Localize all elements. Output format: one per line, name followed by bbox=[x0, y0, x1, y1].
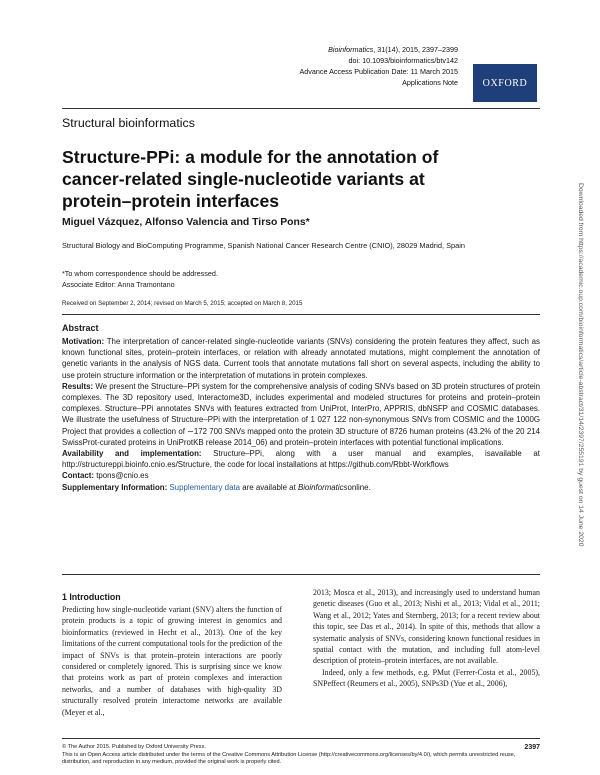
article-type: Applications Note bbox=[402, 78, 458, 87]
motivation-label: Motivation: bbox=[62, 337, 105, 346]
abstract-body bbox=[62, 336, 540, 493]
received-dates: Received on September 2, 2014; revised on March 5, 2015; accepted on March 8, 2015 bbox=[62, 300, 303, 307]
article-title: Structure-PPi: a module for the annotation of cancer-related single-nucleotide variants at protein–protein interfaces bbox=[62, 147, 439, 211]
results-text: We present the Structure–PPi system for the comprehensive analysis of coding SNVs based on 3D protein structures of protein complexes. The 3D repository used, Interactome3D, includes experimental and modeled structures for proteins and protein–protein complexes. Structure–PPi annotates SNVs with features extracted from UniProt, InterPro, APPRIS, dbNSFP and COSMIC databases. We illustrate the usefulness of Structure–PPi with the interpretation of 1 027 122 non-synonymous SNVs from COSMIC and the 1000G Project that provides a collection of ∼172 700 SNVs mapped onto the protein 3D structure of 8726 human proteins (43.2% of the 20 214 SwissProt-curated proteins in UniProtKB release 2014_06) and protein–protein interfaces with potential functional implications. bbox=[62, 381, 540, 447]
header-rule bbox=[62, 108, 540, 109]
affiliation: Structural Biology and BioComputing Programme, Spanish National Cancer Research Centre (CNIO), 28029 Madrid, Spain bbox=[62, 241, 465, 250]
abstract-contact bbox=[62, 470, 540, 481]
doi[interactable]: doi: 10.1093/bioinformatics/btv142 bbox=[348, 56, 458, 65]
footer-rule bbox=[62, 738, 540, 739]
contact-email[interactable]: tpons@cnio.es bbox=[96, 471, 149, 481]
license-text: This is an Open Access article distributed under the terms of the Creative Commons Attribution License (http://creativecommons.org/licenses/by/4.0/), which permits unrestricted reuse, distribution, and reproduction in any medium, provided the original work is properly cited. bbox=[62, 751, 516, 766]
page-number: 2397 bbox=[524, 744, 540, 751]
supplementary-link[interactable]: Supplementary data bbox=[169, 482, 241, 492]
abstract-heading: Abstract bbox=[62, 323, 99, 333]
motivation-text: The interpretation of cancer-related single-nucleotide variants (SNVs) considering the protein features they affect, such as known functional sites, protein–protein interfaces, or relation with already annotated mutations, might complement the annotation of genetic variants in the analysis of NGS data. Current tools that annotate mutations fall short on several aspects, including the ability to use protein structure information or the interpretation of mutations in protein complexes. bbox=[62, 337, 540, 380]
abstract-availability bbox=[62, 448, 540, 470]
journal-name: Bioinformatics bbox=[328, 45, 374, 54]
abstract-top-rule bbox=[62, 314, 540, 315]
intro-left-text: Predicting how single-nucleotide variant (SNV) alters the function of protein products is a topic of growing interest in genomics and bioinformatics (reviewed in Hecht et al., 2013). One of the key limitations of the current computational tools for the prediction of the impact of SNVs is that protein–protein interactions are poorly considered or completely ignored. This is surprising since we know that proteins work as part of protein complexes and interaction networks, and a number of databases with high-quality 3D structurally resolved protein interactome networks are available (Meyer et al., bbox=[62, 605, 282, 717]
supplementary-mid: are available at bbox=[240, 482, 298, 492]
supplementary-label: Supplementary Information: bbox=[62, 482, 168, 492]
supplementary-end: online. bbox=[347, 482, 371, 492]
advance-access-date: Advance Access Publication Date: 11 March 2015 bbox=[299, 67, 458, 76]
intro-heading: 1 Introduction bbox=[62, 592, 121, 602]
intro-right-text: 2013; Mosca et al., 2013), and increasingly used to understand human genetic diseases (Guo et al., 2013; Nishi et al., 2013; Vidal et al., 2011; Wang et al., 2012; Yates and Sternberg, 2013; for a recent review about this topic, see Das et al., 2014). In spite of this, methods that allow a systematic analysis of SNVs, considering known functional residues in spatial contact with the mutation, and including full atom-level description of protein–protein interfaces, are not available. bbox=[313, 588, 540, 666]
associate-editor: Associate Editor: Anna Tramontano bbox=[62, 280, 175, 289]
results-label: Results: bbox=[62, 381, 94, 391]
availability-label: Availability and implementation: bbox=[62, 449, 202, 459]
availability-text[interactable]: Structure–PPi, along with a user manual and examples, isavailable at http://structureppi.bioinfo.cnio.es/Structure, the code for local installations at https://github.com/Rbbt-Workflows bbox=[62, 449, 540, 470]
oxford-logo: OXFORD bbox=[473, 64, 537, 102]
footer bbox=[62, 744, 540, 767]
correspondence: *To whom correspondence should be addressed. bbox=[62, 269, 218, 278]
abstract-results bbox=[62, 381, 540, 448]
section-label: Structural bioinformatics bbox=[62, 116, 195, 130]
contact-label: Contact: bbox=[62, 471, 94, 481]
abstract-bottom-rule bbox=[62, 574, 540, 575]
copyright: © The Author 2015. Published by Oxford University Press. bbox=[62, 744, 206, 750]
journal-meta bbox=[300, 44, 458, 88]
intro-left-column bbox=[62, 604, 282, 718]
citation: , 31(14), 2015, 2397–2399 bbox=[373, 45, 458, 54]
supplementary-journal: Bioinformatics bbox=[297, 482, 348, 492]
abstract-supplementary bbox=[62, 482, 540, 493]
intro-right-column bbox=[313, 587, 540, 690]
download-watermark: Downloaded from https://academic.oup.com/bioinformatics/article-abstract/31/14/2397/255191 by guest on 14 June 2020 bbox=[577, 183, 584, 547]
intro-right-text-2: Indeed, only a few methods, e.g. PMut (Ferrer-Costa et al., 2005), SNPeffect (Reumers et al., 2005), SNPs3D (Yue et al., 2006), bbox=[313, 667, 540, 689]
authors: Miguel Vázquez, Alfonso Valencia and Tirso Pons* bbox=[62, 217, 310, 228]
abstract-motivation bbox=[62, 336, 540, 381]
